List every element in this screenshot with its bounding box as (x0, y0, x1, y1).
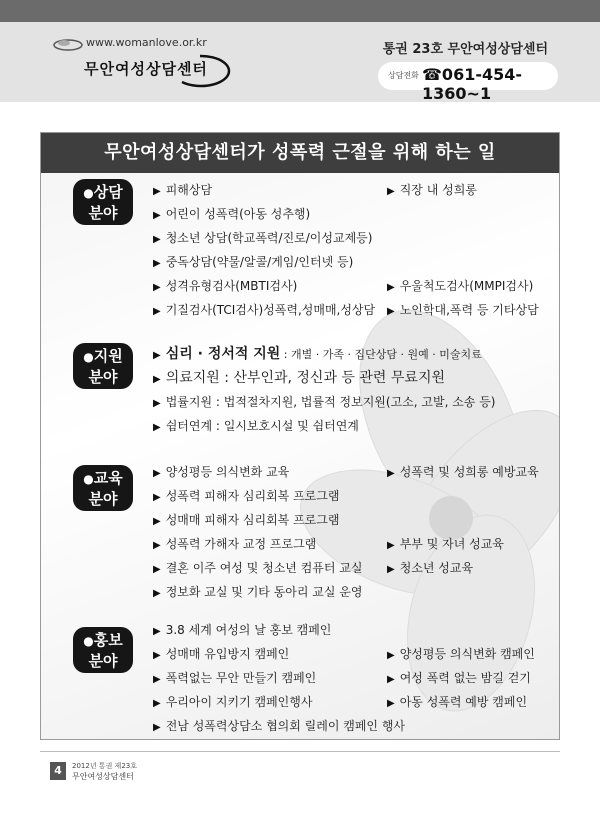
issue-info: 통권 23호 무안여성상담센터 (382, 42, 548, 57)
org-logo-name: 무안여성상담센터 (84, 60, 208, 78)
badge-promotion: ●홍보 분야 (73, 627, 133, 673)
website-url[interactable]: www.womanlove.or.kr (86, 36, 207, 49)
footer-issue: 2012년 통권 제23호 (72, 762, 137, 770)
list-item: ▶ 성격유형검사(MBTI검사) (153, 279, 298, 293)
phone-box (378, 62, 558, 103)
logo-swoosh-icon (52, 36, 84, 52)
badge-education: ●교육 분야 (73, 465, 133, 511)
list-item: ▶ 쉼터연계 : 일시보호시설 및 쉼터연계 (153, 419, 359, 433)
list-item: ▶ 폭력없는 무안 만들기 캠페인 (153, 671, 317, 685)
list-item: ▶ 의료지원 : 산부인과, 정신과 등 관련 무료지원 (153, 370, 446, 386)
list-item: ▶ 성매매 유입방지 캠페인 (153, 647, 290, 661)
badge-counseling: ●상담 분야 (73, 179, 133, 225)
page-number: 4 (50, 762, 66, 780)
list-item: ▶ 결혼 이주 여성 및 청소년 컴퓨터 교실 (153, 561, 363, 575)
list-item: ▶ 청소년 성교육 (387, 561, 474, 575)
list-item: ▶ 여성 폭력 없는 밤길 걷기 (387, 671, 531, 685)
list-item: ▶ 성폭력 및 성희롱 예방교육 (387, 465, 539, 479)
phone-label: 상담전화 (388, 71, 419, 80)
list-item: ▶ 피해상담 (153, 183, 213, 197)
list-item: ▶ 우울척도검사(MMPI검사) (387, 279, 534, 293)
list-item: ▶ 양성평등 의식변화 캠페인 (387, 647, 535, 661)
list-item: ▶ 노인학대,폭력 등 기타상담 (387, 303, 539, 317)
list-item: ▶ 정보화 교실 및 기타 동아리 교실 운영 (153, 585, 363, 599)
list-item: ▶ 중독상담(약물/알콜/게임/인터넷 등) (153, 255, 354, 269)
list-item: ▶ 양성평등 의식변화 교육 (153, 465, 290, 479)
list-item: ▶ 성폭력 피해자 심리회복 프로그램 (153, 489, 340, 503)
list-item: ▶ 우리아이 지키기 캠페인행사 (153, 695, 313, 709)
phone-number[interactable]: ☎061-454-1360~1 (422, 65, 523, 103)
logo-ring-icon (170, 50, 236, 88)
footer-divider (40, 751, 560, 752)
services-panel (40, 132, 560, 740)
panel-title: 무안여성상담센터가 성폭력 근절을 위해 하는 일 (41, 133, 559, 173)
top-bar (0, 0, 600, 22)
list-item: ▶ 법률지원 : 법적절차지원, 법률적 정보지원(고소, 고발, 소송 등) (153, 395, 496, 409)
list-item: ▶ 청소년 상담(학교폭력/진로/이성교제등) (153, 231, 373, 245)
list-item: ▶ 전남 성폭력상담소 협의회 릴레이 캠페인 행사 (153, 719, 406, 733)
list-item: ▶ 어린이 성폭력(아동 성추행) (153, 207, 311, 221)
footer-org: 무안여성상담센터 (72, 772, 134, 781)
badge-support: ●지원 분야 (73, 343, 133, 389)
list-item: ▶ 3.8 세계 여성의 날 홍보 캠페인 (153, 623, 332, 637)
list-item: ▶ 직장 내 성희롱 (387, 183, 477, 197)
page-header (0, 22, 600, 102)
list-item: ▶ 기질검사(TCI검사)성폭력,성매매,성상담 (153, 303, 376, 317)
list-item: ▶ 성폭력 가해자 교정 프로그램 (153, 537, 317, 551)
list-item: ▶ 성매매 피해자 심리회복 프로그램 (153, 513, 340, 527)
list-item: ▶ 부부 및 자녀 성교육 (387, 537, 504, 551)
list-item: ▶ 심리 · 정서적 지원 : 개별 · 가족 · 집단상담 · 원예 · 미술치료 (153, 346, 482, 362)
list-item: ▶ 아동 성폭력 예방 캠페인 (387, 695, 528, 709)
